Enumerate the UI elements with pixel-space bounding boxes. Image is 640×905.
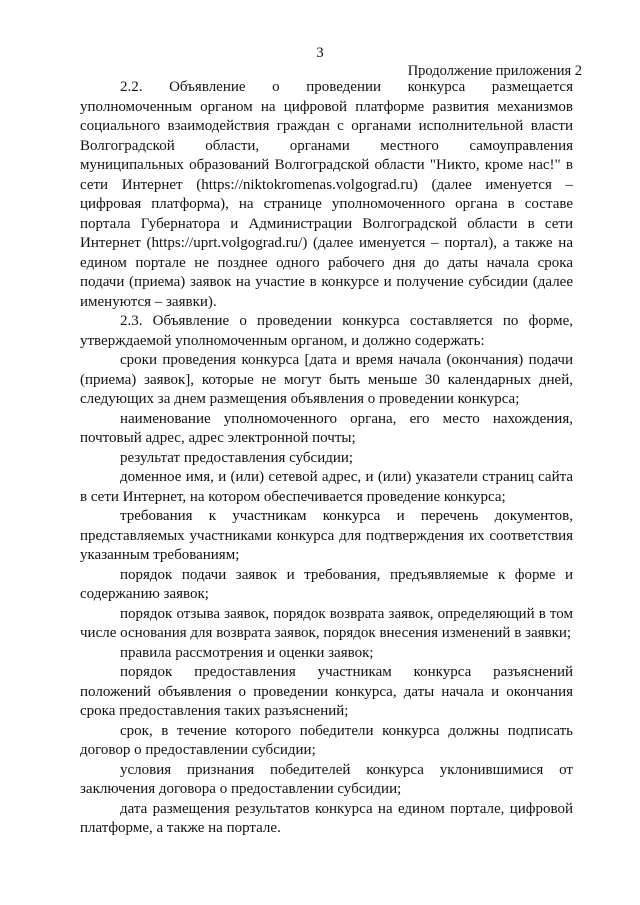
list-item-clarifications: порядок предоставления участникам конкурса разъяснений положений объявления о проведении конкурса, даты начала и окончания срока предоставления таких разъяснений; — [80, 664, 573, 719]
document-body — [80, 78, 573, 839]
list-item-evasion-conditions: условия признания победителей конкурса уклонившимися от заключения договора о предоставлении субсидии; — [80, 761, 573, 797]
list-item-application-procedure: порядок подачи заявок и требования, предъявляемые к форме и содержанию заявок; — [80, 566, 573, 602]
list-item-signing-deadline: срок, в течение которого победители конкурса должны подписать договор о предоставлении субсидии; — [80, 722, 573, 758]
list-item-subsidy-result: результат предоставления субсидии; — [120, 449, 354, 466]
list-item-participant-requirements: требования к участникам конкурса и перечень документов, представляемых участниками конкурса для подтверждения их соответствия указанным требованиям; — [80, 508, 573, 563]
list-item-withdrawal-procedure: порядок отзыва заявок, порядок возврата заявок, определяющий в том числе основания для возврата заявок, порядок внесения изменений в заявки; — [80, 605, 573, 641]
list-item-results-publication: дата размещения результатов конкурса на едином портале, цифровой платформе, а также на портале. — [80, 800, 573, 836]
paragraph-2-2: 2.2. Объявление о проведении конкурса размещается уполномоченным органом на цифровой платформе развития механизмов социального взаимодействия граждан с органами исполнительной власти Волгоградской области, органами местного самоуправления муниципальных образований Волгоградской области "Никто, кроме нас!" в сети Интернет (https://niktokromenas.volgograd.ru) (далее именуется – цифровая платформа), на странице уполномоченного органа в составе портала Губернатора и Администрации Волгоградской области в сети Интернет (https://uprt.volgograd.ru/) (далее именуется – портал), а также на едином портале не позднее одного рабочего дня до даты начала срока подачи (приема) заявок на участие в конкурсе и получение субсидии (далее именуются – заявки). — [80, 79, 573, 310]
list-item-review-rules: правила рассмотрения и оценки заявок; — [120, 644, 374, 661]
appendix-continuation-label: Продолжение приложения 2 — [407, 63, 582, 79]
paragraph-2-3: 2.3. Объявление о проведении конкурса составляется по форме, утверждаемой уполномоченным органом, и должно содержать: — [80, 313, 573, 349]
page-number: 3 — [316, 45, 324, 61]
list-item-website: доменное имя, и (или) сетевой адрес, и (или) указатели страниц сайта в сети Интернет, на котором обеспечивается проведение конкурса; — [80, 469, 573, 505]
list-item-contest-dates: сроки проведения конкурса [дата и время начала (окончания) подачи (приема) заявок], которые не могут быть меньше 30 календарных дней, следующих за днем размещения объявления о проведении конкурса; — [80, 352, 573, 407]
list-item-authority-info: наименование уполномоченного органа, его место нахождения, почтовый адрес, адрес электронной почты; — [80, 410, 573, 446]
